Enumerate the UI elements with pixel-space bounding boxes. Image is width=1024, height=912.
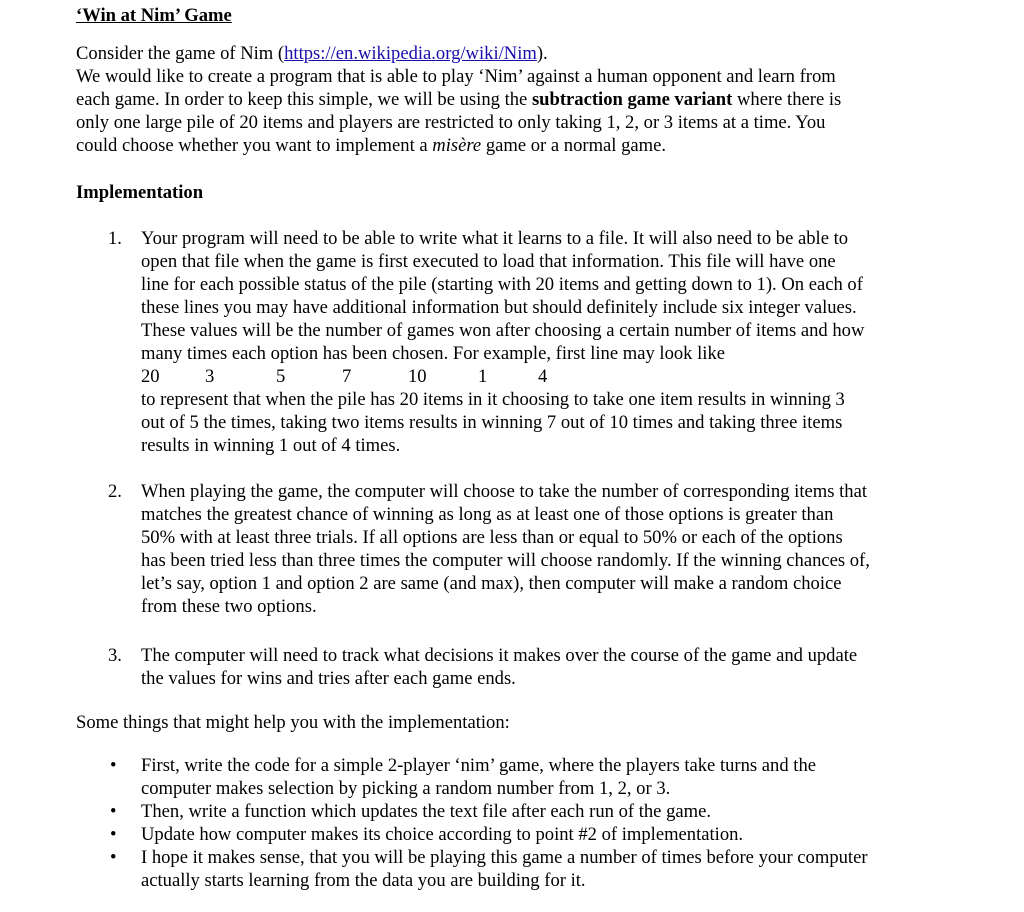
list-number: 1. <box>108 228 122 249</box>
bullet-item <box>108 823 948 846</box>
list-item-line: Then, write a function which updates the text file after each run of the game. <box>141 801 711 822</box>
bullet-icon: • <box>110 824 117 845</box>
list-item-line: Your program will need to be able to write what it learns to a file. It will also need to be able to <box>141 228 849 249</box>
list-item-line: actually starts learning from the data you are building for it. <box>141 870 586 891</box>
list-item-line: When playing the game, the computer will choose to take the number of corresponding items that <box>141 481 867 502</box>
list-item-line: let’s say, option 1 and option 2 are same (and max), then computer will make a random choice <box>141 573 842 594</box>
list-item-line: from these two options. <box>141 596 317 617</box>
list-item-line: these lines you may have additional information but should definitely include six integer values. <box>141 297 857 318</box>
example-values-row <box>141 365 941 388</box>
intro-line-5 <box>76 134 956 157</box>
bullet-icon: • <box>110 755 117 776</box>
list-item-line: out of 5 the times, taking two items results in winning 7 out of 10 times and taking three items <box>141 412 843 433</box>
subtraction-game-emphasis: subtraction game variant <box>531 89 733 110</box>
list-item-line: open that file when the game is first executed to load that information. This file will have one <box>141 251 836 272</box>
numbered-item-body <box>141 227 941 457</box>
intro-line-4: only one large pile of 20 items and players are restricted to only taking 1, 2, or 3 items at a time. You <box>76 112 826 133</box>
example-value: 5 <box>276 366 286 387</box>
list-item-line: 50% with at least three trials. If all options are less than or equal to 50% or each of the options <box>141 527 843 548</box>
list-item-line: to represent that when the pile has 20 items in it choosing to take one item results in winning 3 <box>141 389 845 410</box>
intro-text: game or a normal game. <box>481 135 667 156</box>
list-item-line: matches the greatest chance of winning as long as at least one of those options is greater than <box>141 504 834 525</box>
bullet-icon: • <box>110 847 117 868</box>
list-item-line: many times each option has been chosen. For example, first line may look like <box>141 343 726 364</box>
implementation-heading: Implementation <box>76 182 204 203</box>
example-value: 3 <box>205 366 215 387</box>
bullet-item <box>108 846 948 892</box>
list-item-line: These values will be the number of games won after choosing a certain number of items and how <box>141 320 865 341</box>
bullet-list <box>108 754 948 892</box>
numbered-item-body <box>141 480 941 618</box>
list-item-line: line for each possible status of the pile (starting with 20 items and getting down to 1). On each of <box>141 274 863 295</box>
intro-paragraph <box>76 42 956 157</box>
list-item-line: Update how computer makes its choice according to point #2 of implementation. <box>141 824 744 845</box>
misere-emphasis: misère <box>432 135 482 156</box>
intro-line-3 <box>76 88 956 111</box>
list-item-line: I hope it makes sense, that you will be playing this game a number of times before your computer <box>141 847 868 868</box>
example-value: 7 <box>342 366 352 387</box>
helper-intro-text: Some things that might help you with the implementation: <box>76 712 510 733</box>
intro-line-1 <box>76 42 956 65</box>
example-value: 4 <box>538 366 548 387</box>
intro-text: Consider the game of Nim ( <box>76 43 285 64</box>
intro-line-2: We would like to create a program that is able to play ‘Nim’ against a human opponent and learn from <box>76 66 836 87</box>
intro-text: could choose whether you want to implement a <box>76 135 433 156</box>
bullet-item <box>108 800 948 823</box>
example-value: 20 <box>141 366 160 387</box>
numbered-item-body <box>141 644 941 690</box>
nim-wikipedia-link[interactable]: https://en.wikipedia.org/wiki/Nim <box>284 43 537 64</box>
list-item-line: The computer will need to track what decisions it makes over the course of the game and update <box>141 645 858 666</box>
list-item-line: the values for wins and tries after each game ends. <box>141 668 516 689</box>
example-value: 10 <box>408 366 427 387</box>
example-value: 1 <box>478 366 488 387</box>
intro-text: ). <box>536 43 548 64</box>
bullet-icon: • <box>110 801 117 822</box>
intro-text: each game. In order to keep this simple, we will be using the <box>76 89 532 110</box>
list-item-line: results in winning 1 out of 4 times. <box>141 435 401 456</box>
list-item-line: First, write the code for a simple 2-player ‘nim’ game, where the players take turns and the <box>141 755 816 776</box>
list-item-line: has been tried less than three times the computer will choose randomly. If the winning chances of, <box>141 550 870 571</box>
list-number: 3. <box>108 645 122 666</box>
intro-text: where there is <box>732 89 842 110</box>
bullet-item <box>108 754 948 800</box>
page-title: ‘Win at Nim’ Game <box>76 5 232 26</box>
list-item-line: computer makes selection by picking a random number from 1, 2, or 3. <box>141 778 671 799</box>
list-number: 2. <box>108 481 122 502</box>
